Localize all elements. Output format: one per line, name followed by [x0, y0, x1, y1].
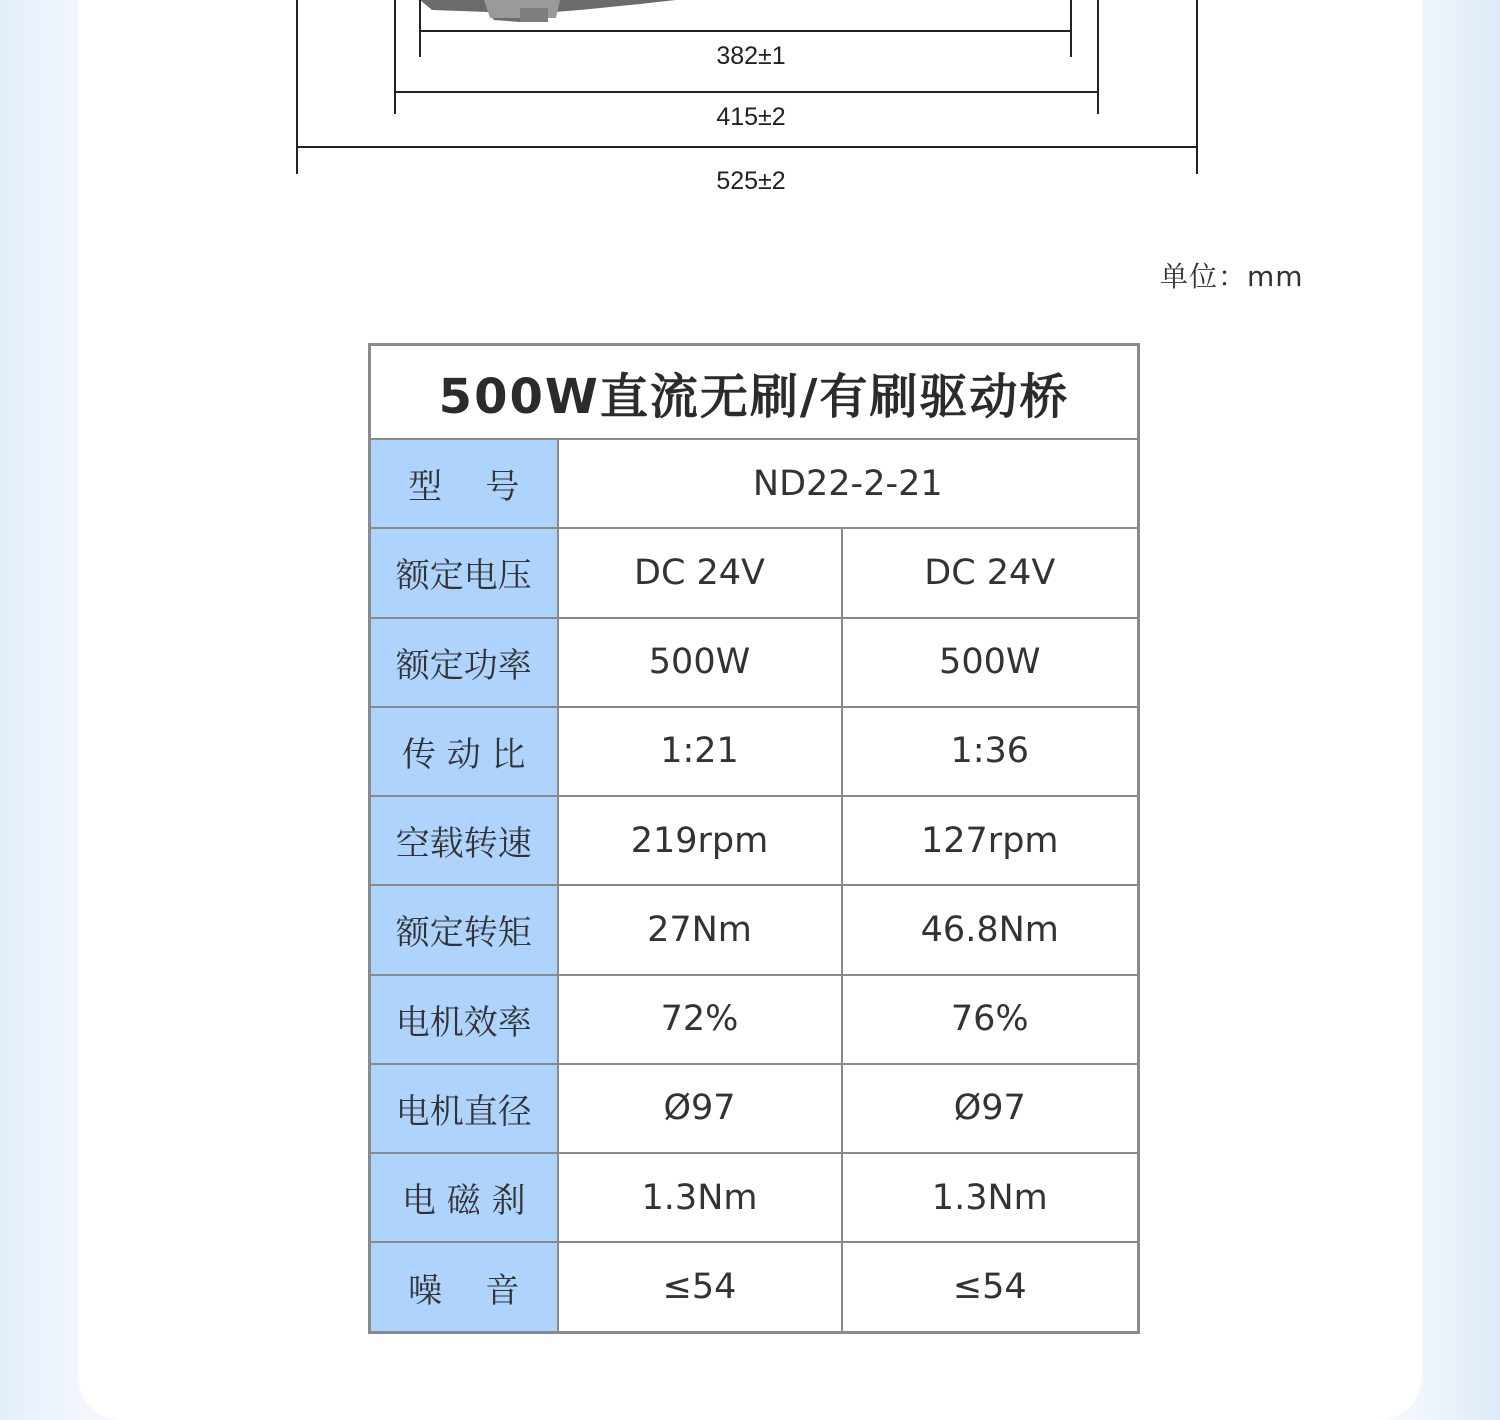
cell-value: 46.8Nm	[842, 885, 1139, 974]
cell-value: 219rpm	[558, 796, 842, 885]
table-row	[370, 1064, 1139, 1153]
table-title-row	[370, 345, 1139, 440]
row-label: 额定功率	[370, 618, 558, 707]
row-label: 电机直径	[370, 1064, 558, 1153]
cell-value: ≤54	[558, 1242, 842, 1332]
cell-value: DC 24V	[558, 528, 842, 617]
table-row	[370, 707, 1139, 796]
table-row	[370, 885, 1139, 974]
model-value: ND22-2-21	[558, 439, 1139, 528]
cell-value: DC 24V	[842, 528, 1139, 617]
drive-axle-illustration	[420, 0, 676, 22]
cell-value: 27Nm	[558, 885, 842, 974]
dimension-label-415: 415±2	[716, 103, 786, 131]
table-row-model	[370, 439, 1139, 528]
cell-value: 1.3Nm	[842, 1153, 1139, 1242]
cell-value: 500W	[558, 618, 842, 707]
unit-label: 单位：mm	[1160, 260, 1304, 293]
cell-value: 1:36	[842, 707, 1139, 796]
cell-value: Ø97	[558, 1064, 842, 1153]
row-label: 传 动 比	[370, 707, 558, 796]
row-label: 空载转速	[370, 796, 558, 885]
cell-value: 500W	[842, 618, 1139, 707]
row-label: 电 磁 刹	[370, 1153, 558, 1242]
row-label: 额定电压	[370, 528, 558, 617]
cell-value: 76%	[842, 975, 1139, 1064]
dimension-label-525: 525±2	[716, 167, 786, 195]
cell-value: 72%	[558, 975, 842, 1064]
dimension-label-382: 382±1	[716, 42, 786, 70]
table-row	[370, 618, 1139, 707]
table-row	[370, 975, 1139, 1064]
row-label-model: 型 号	[370, 439, 558, 528]
table-title: 500W直流无刷/有刷驱动桥	[370, 345, 1139, 440]
table-row	[370, 528, 1139, 617]
cell-value: 1.3Nm	[558, 1153, 842, 1242]
cell-value: ≤54	[842, 1242, 1139, 1332]
cell-value: 1:21	[558, 707, 842, 796]
table-row	[370, 1242, 1139, 1332]
row-label: 额定转矩	[370, 885, 558, 974]
table-row	[370, 1153, 1139, 1242]
row-label: 噪 音	[370, 1242, 558, 1332]
dimension-line-525	[297, 0, 1197, 174]
spec-table	[368, 343, 1140, 1334]
cell-value: Ø97	[842, 1064, 1139, 1153]
cell-value: 127rpm	[842, 796, 1139, 885]
row-label: 电机效率	[370, 975, 558, 1064]
table-row	[370, 796, 1139, 885]
